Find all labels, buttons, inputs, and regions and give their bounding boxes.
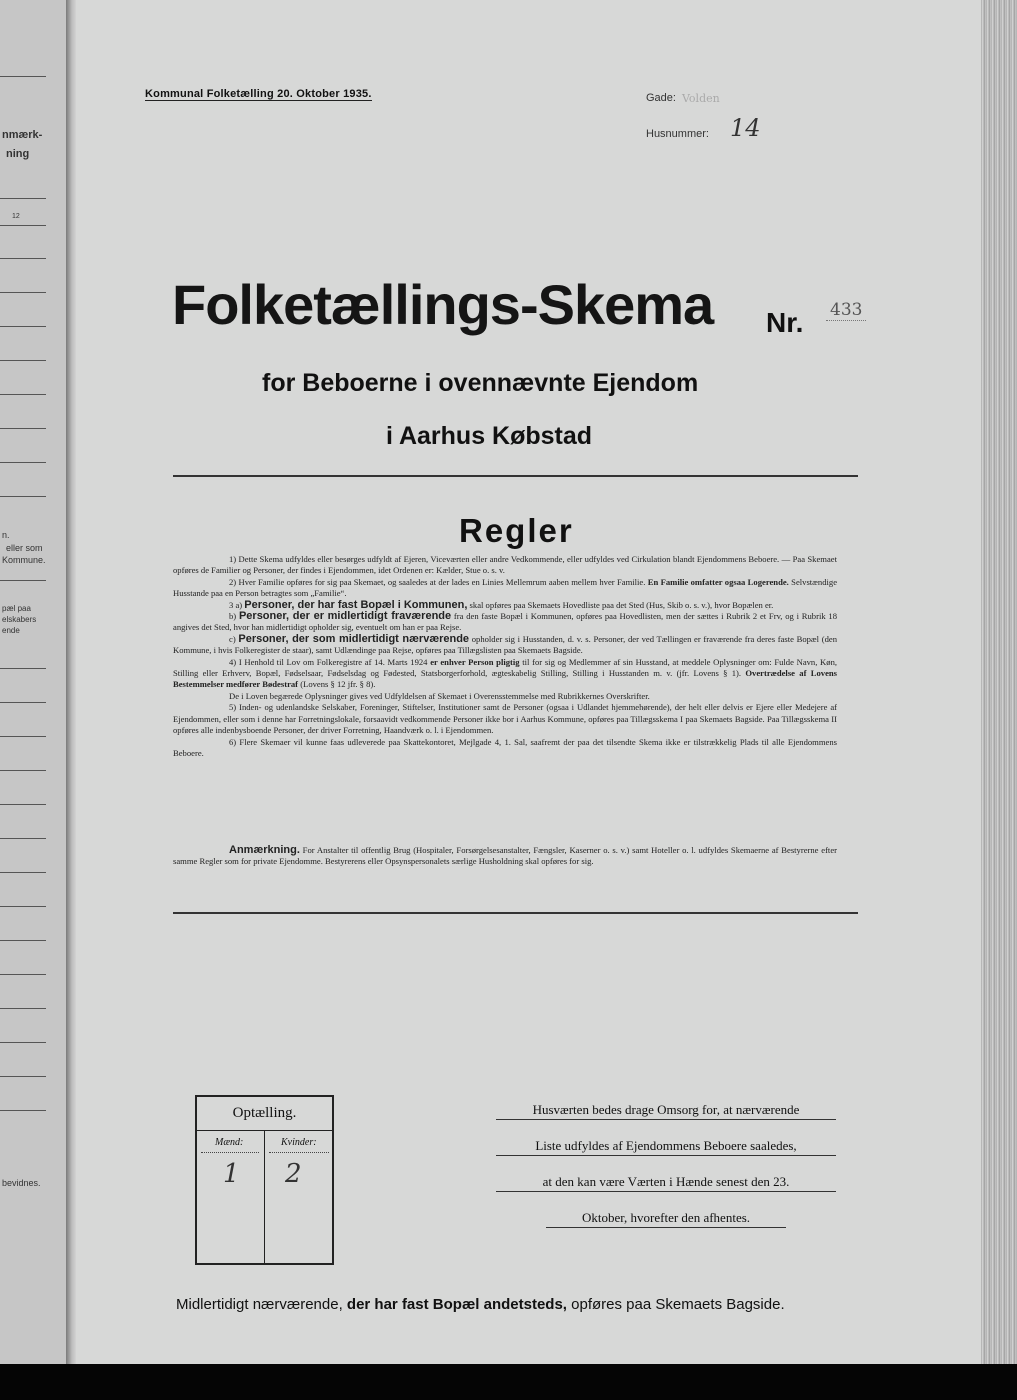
left-rule — [0, 770, 46, 771]
census-form-page — [76, 0, 981, 1364]
men-label: Mænd: — [215, 1137, 244, 1148]
form-title: Folketællings-Skema — [172, 273, 714, 336]
count-box — [195, 1095, 334, 1265]
notice-line: at den kan være Værten i Hænde senest den 23. — [496, 1174, 836, 1192]
rule-2 — [173, 577, 837, 600]
notice-line: Husværten bedes drage Omsorg for, at nærværende — [496, 1102, 836, 1120]
rule-5 — [173, 702, 837, 736]
rule-4-note — [173, 691, 837, 702]
men-underline — [201, 1152, 259, 1153]
rule-bold: En Familie omfatter ogsaa Logerende. — [647, 576, 789, 587]
left-fragment: ende — [2, 626, 20, 635]
rule-num: c) — [229, 633, 236, 644]
left-rule — [0, 804, 46, 805]
left-rule — [0, 736, 46, 737]
form-number: 433 — [826, 300, 866, 321]
left-rule — [0, 258, 46, 259]
rule-text: De i Loven begærede Oplysninger gives ved Udfyldelsen af Skemaet i Overensstemmelse med Rubrikkernes Overskrifter. — [229, 690, 650, 701]
rule-num: b) — [229, 611, 237, 622]
husnummer-label: Husnummer: — [646, 128, 709, 140]
left-fragment: Kommune. — [2, 555, 46, 565]
rule-3c — [173, 634, 837, 657]
left-page-fragment — [0, 0, 66, 1364]
left-fragment: pæl paa — [2, 604, 31, 613]
rule-text: Selvstændige Husstande paa en Person betragtes som „Familie“. — [173, 576, 838, 599]
scan-background — [0, 1364, 1017, 1400]
left-rule — [0, 1042, 46, 1043]
notice-line: Liste udfyldes af Ejendommens Beboere saaledes, — [496, 1138, 836, 1156]
rule-bold: Personer, der som midlertidigt nærværende — [238, 632, 470, 645]
left-rule — [0, 76, 46, 77]
rule-text: (Lovens § 12 jfr. § 8). — [300, 679, 376, 690]
rule-bold: Personer, der er midlertidigt fraværende — [238, 610, 452, 623]
rule-bold: Personer, der har fast Bopæl i Kommunen, — [244, 598, 468, 611]
left-rule — [0, 668, 46, 669]
census-header: Kommunal Folketælling 20. Oktober 1935. — [145, 88, 372, 100]
rules-text — [173, 554, 837, 759]
left-rule — [0, 838, 46, 839]
page-edges — [981, 0, 1017, 1364]
gade-value: Volden — [682, 92, 720, 105]
left-fragment: 12 — [12, 213, 20, 220]
left-fragment: nmærk- — [2, 129, 43, 141]
form-subtitle-city: i Aarhus Købstad — [386, 422, 593, 450]
left-rule — [0, 428, 46, 429]
rule-text: 5) Inden- og udenlandske Selskaber, Foreninger, Stiftelser, Institutioner samt de Personer (ogsaa i Udlandet hjemmehørende), der helt eller delvis er Ejere eller Medejere af Ejendommen, eller som i denne har Forretningslokale, forsaavidt vedkommende Personer ikke bor i Aarhus Kommune, opføres paa Tillægsskema I paa Skemaets Bagside. Paa Tillægsskema II opføres alle indenbysboende Personer, der driver Forretning, Haandværk o. l. i Ejendommen. — [173, 702, 837, 736]
rule-3b — [173, 611, 837, 634]
footer-bold: der har fast Bopæl andetsteds, — [346, 1296, 567, 1313]
left-rule — [0, 872, 46, 873]
divider — [173, 475, 858, 477]
divider — [173, 912, 858, 914]
left-fragment: bevidnes. — [2, 1178, 41, 1188]
rule-text: til for sig og Medlemmer af sin Husstand, at meddele Oplysninger om: Fulde Navn, Køn, Stilling eller Erhverv, Bopæl, Fødselsaar, Fødselsdag og Fødested, Statsborgerforhold, ægteskabelig Stilling, Stilling i Husstanden m. v. (jfr. Lovens § 1). — [173, 656, 838, 679]
women-label: Kvinder: — [281, 1137, 317, 1148]
rule-text: opholder sig i Husstanden, d. v. s. Personer, der ved Tællingen er fraværende fra deres faste Bopæl (den Kommune, i hvis Folkeregister de staar), samt Udlændinge paa Rejse, opføres paa Tillægslisten paa Skemaets Bagside. — [173, 633, 837, 656]
left-rule — [0, 496, 46, 497]
book-gutter — [66, 0, 76, 1364]
left-rule — [0, 702, 46, 703]
left-rule — [0, 974, 46, 975]
left-rule — [0, 1008, 46, 1009]
anmaerkning-label: Anmærkning. — [229, 844, 300, 856]
left-rule — [0, 394, 46, 395]
count-box-title: Optælling. — [232, 1105, 297, 1121]
men-count: 1 — [223, 1159, 240, 1189]
anmaerkning — [173, 845, 837, 868]
left-fragment: eller som — [6, 543, 43, 553]
rule-text: fra den faste Bopæl i Kommunen, opføres paa Hovedlisten, men der sættes i Rubrik 2 et Frv, og i Rubrik 18 angives det Sted, hvor han midlertidigt opholder sig, eventuelt om han er paa Rejse. — [173, 611, 837, 633]
count-box-divider — [264, 1130, 265, 1263]
women-count: 2 — [285, 1159, 302, 1189]
rule-text: skal opføres paa Skemaets Hovedliste paa det Sted (Hus, Skib o. s. v.), hvor Bopælen er. — [469, 599, 774, 610]
left-rule — [0, 1076, 46, 1077]
rule-1 — [173, 554, 837, 577]
footer-text: opføres paa Skemaets Bagside. — [571, 1296, 785, 1313]
left-rule — [0, 580, 46, 581]
left-rule — [0, 940, 46, 941]
form-subtitle: for Beboerne i ovennævnte Ejendom — [262, 369, 699, 397]
footer-text: Midlertidigt nærværende, — [176, 1296, 343, 1313]
left-rule — [0, 462, 46, 463]
left-rule — [0, 360, 46, 361]
rule-4 — [173, 657, 837, 691]
left-rule — [0, 326, 46, 327]
footer-note — [176, 1296, 785, 1313]
anmaerkning-text: For Anstalter til offentlig Brug (Hospitaler, Forsørgelsesanstalter, Fængsler, Kaserner o. s. v.) samt Hoteller o. l. udfyldes Skemaerne af Bestyrerne efter samme Regler som for private Ejendomme. Bestyrerens eller Opsynspersonalets særlige Husholdning skal opføres for sig. — [173, 845, 837, 867]
husnummer-value: 14 — [730, 114, 761, 142]
left-fragment: n. — [2, 530, 10, 540]
gade-label: Gade: — [646, 92, 676, 104]
left-rule — [0, 292, 46, 293]
notice-line: Oktober, hvorefter den afhentes. — [546, 1210, 786, 1228]
left-fragment: ning — [6, 148, 30, 160]
rule-num: 3 a) — [229, 599, 243, 610]
rule-bold: Overtrædelse af Lovens Bestemmelser medfører Bødestraf — [173, 668, 838, 690]
rules-heading: Regler — [459, 512, 574, 549]
rule-bold: er enhver Person pligtig — [430, 656, 520, 667]
women-underline — [269, 1152, 329, 1153]
nr-label: Nr. — [766, 307, 804, 338]
rule-6 — [173, 737, 837, 760]
rule-text: 2) Hver Familie opføres for sig paa Skemaet, og saaledes at der lades en Linies Mellemrum aaben mellem hver Familie. — [229, 576, 646, 587]
rule-text: 6) Flere Skemaer vil kunne faas udleverede paa Skattekontoret, Mejlgade 4, 1. Sal, saafremt der paa det tilsendte Skema ikke er tilstrækkelig Plads til alle Ejendommens Beboere. — [173, 736, 837, 758]
rule-text: 1) Dette Skema udfyldes eller besørges udfyldt af Ejeren, Viceværten eller andre Vedkommende, eller udfyldes ved Cirkulation blandt Ejendommens Beboere. — Paa Skemaet opføres de Familier og Personer, der findes i Ejendommen, idet Ordenen er: Kælder, Stue o. s. v. — [173, 554, 837, 576]
left-fragment: elskabers — [2, 615, 37, 624]
left-rule — [0, 1110, 46, 1111]
left-rule — [0, 198, 46, 199]
left-rule — [0, 906, 46, 907]
left-rule — [0, 225, 46, 226]
rule-text: 4) I Henhold til Lov om Folkeregistre af 14. Marts 1924 — [229, 656, 428, 667]
